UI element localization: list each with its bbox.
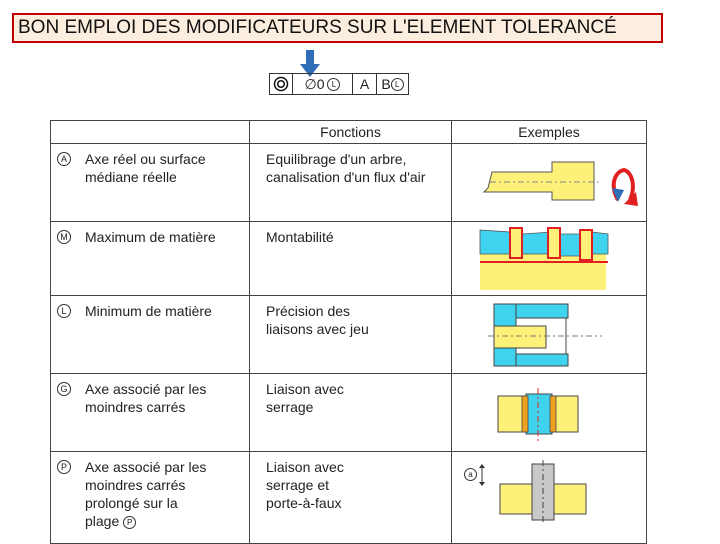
header-empty: [51, 121, 250, 144]
row-a-func-cell: [250, 144, 452, 222]
projected-modifier-symbol: P: [123, 516, 136, 529]
tolerance-value: ∅0: [304, 75, 325, 92]
row-desc: Axe associé par les moindres carrés: [85, 381, 207, 415]
row-p-desc-cell: [51, 452, 250, 544]
table-row: [51, 222, 647, 296]
modifier-symbol: L: [57, 304, 71, 318]
desc-line: prolongé sur la: [85, 495, 178, 511]
modifier-symbol: G: [57, 382, 71, 396]
table-row: [51, 452, 647, 544]
row-desc: Maximum de matière: [85, 229, 216, 245]
tolerance-modifier: L: [327, 78, 340, 91]
clearance-fit-illustration: [452, 296, 647, 374]
tolerance-frame: [269, 73, 409, 95]
modifier-symbol: M: [57, 230, 71, 244]
modifier-symbol: A: [57, 152, 71, 166]
datum-a: A: [353, 73, 377, 95]
assembly-fit-illustration: [452, 222, 647, 296]
modifiers-table: [50, 120, 647, 544]
dimension-label: a: [464, 468, 477, 481]
row-func: Liaison avec serrage: [266, 381, 344, 415]
table-row: [51, 296, 647, 374]
row-func: Montabilité: [266, 229, 334, 245]
row-g-func-cell: [250, 374, 452, 452]
header-fonctions: Fonctions: [250, 121, 452, 144]
row-m-func-cell: [250, 222, 452, 296]
tolerance-value-cell: [293, 73, 353, 95]
modifier-symbol: P: [57, 460, 71, 474]
table-row: [51, 144, 647, 222]
row-p-func-cell: [250, 452, 452, 544]
row-m-desc-cell: [51, 222, 250, 296]
row-l-desc-cell: [51, 296, 250, 374]
row-l-func-cell: [250, 296, 452, 374]
datum-b: B: [381, 76, 391, 92]
row-g-example-cell: [452, 374, 647, 452]
datum-b-cell: [377, 73, 409, 95]
table-row: [51, 374, 647, 452]
row-desc: Minimum de matière: [85, 303, 212, 319]
projected-tolerance-illustration: [452, 452, 647, 544]
desc-line: moindres carrés: [85, 477, 186, 493]
table-header-row: [51, 121, 647, 144]
header-exemples: Exemples: [452, 121, 647, 144]
row-g-desc-cell: [51, 374, 250, 452]
concentricity-icon: [269, 73, 293, 95]
page-title: BON EMPLOI DES MODIFICATEURS SUR L'ELEMENT TOLERANCÉ: [12, 13, 663, 43]
row-a-desc-cell: [51, 144, 250, 222]
row-l-example-cell: [452, 296, 647, 374]
shaft-balance-illustration: [452, 144, 647, 222]
row-func: Equilibrage d'un arbre, canalisation d'un flux d'air: [266, 151, 426, 185]
press-fit-illustration: [452, 374, 647, 452]
row-m-example-cell: [452, 222, 647, 296]
desc-line: plage: [85, 513, 120, 529]
row-desc: [85, 458, 206, 530]
desc-line: Axe associé par les: [85, 459, 207, 475]
row-func: Précision des liaisons avec jeu: [266, 303, 369, 337]
row-p-example-cell: [452, 452, 647, 544]
row-desc: Axe réel ou surface médiane réelle: [85, 151, 206, 185]
row-func: Liaison avec serrage et porte-à-faux: [266, 459, 344, 511]
datum-b-modifier: L: [391, 78, 404, 91]
row-a-example-cell: [452, 144, 647, 222]
